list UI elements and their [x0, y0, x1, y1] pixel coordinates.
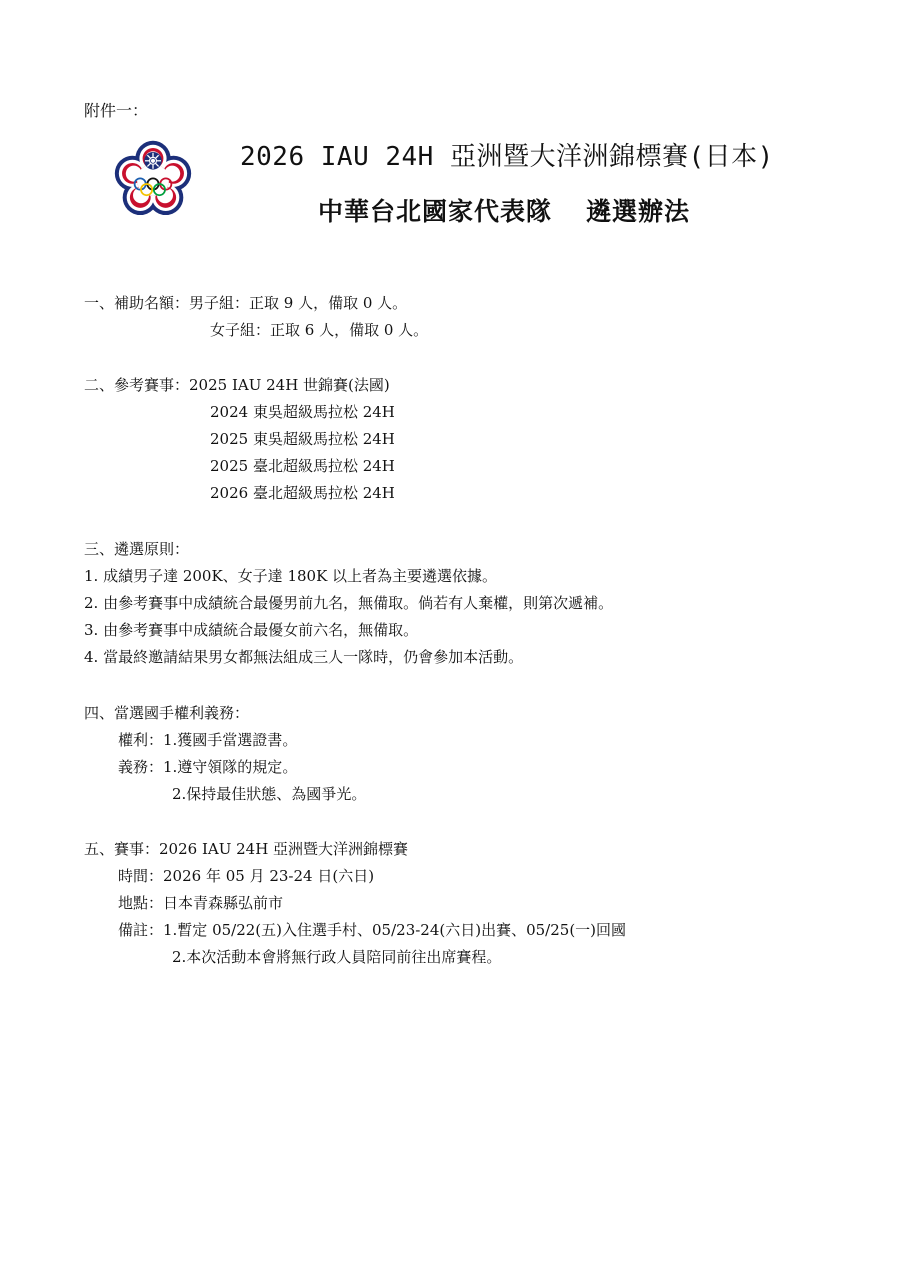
section-1-line-2: 女子組：正取 6 人，備取 0 人。: [210, 321, 429, 339]
chinese-taipei-olympic-emblem: [112, 140, 194, 220]
section-5-event: 五、賽事：2026 IAU 24H 亞洲暨大洋洲錦標賽: [84, 840, 409, 858]
white-sun-icon: [144, 152, 162, 170]
section-2-line-4: 2025 臺北超級馬拉松 24H: [210, 457, 395, 475]
subtitle-method: 遴選辦法: [586, 197, 691, 226]
section-2-line-3: 2025 東吳超級馬拉松 24H: [210, 430, 395, 448]
attachment-label: 附件一：: [84, 101, 149, 120]
section-4-duties: 義務：1.遵守領隊的規定。: [118, 758, 298, 776]
section-1-line-1: 一、補助名額：男子組：正取 9 人，備取 0 人。: [84, 294, 408, 312]
section-5-time: 時間：2026 年 05 月 23-24 日(六日): [118, 867, 375, 885]
section-4-duties-2: 2.保持最佳狀態、為國爭光。: [172, 785, 367, 803]
section-2-line-5: 2026 臺北超級馬拉松 24H: [210, 484, 395, 502]
section-3-item-3: 3. 由參考賽事中成績統合最優女前六名，無備取。: [84, 621, 419, 639]
section-2-line-2: 2024 東吳超級馬拉松 24H: [210, 403, 395, 421]
section-5-notes: 備註：1.暫定 05/22(五)入住選手村、05/23-24(六日)出賽、05/25(一)回國: [118, 921, 627, 939]
section-4-rights: 權利：1.獲國手當選證書。: [118, 731, 298, 749]
section-2-line-1: 二、參考賽事：2025 IAU 24H 世錦賽(法國): [84, 376, 390, 394]
section-3-heading: 三、遴選原則：: [84, 540, 190, 558]
section-5-location: 地點：日本青森縣弘前市: [118, 894, 284, 912]
document-title: 2026 IAU 24H 亞洲暨大洋洲錦標賽(日本): [240, 142, 774, 172]
section-4-heading: 四、當選國手權利義務：: [84, 704, 250, 722]
section-3-item-2: 2. 由參考賽事中成績統合最優男前九名，無備取。倘若有人棄權，則第次遞補。: [84, 594, 614, 612]
section-3-item-4: 4. 當最終邀請結果男女都無法組成三人一隊時，仍會參加本活動。: [84, 648, 524, 666]
section-5-notes-2: 2.本次活動本會將無行政人員陪同前往出席賽程。: [172, 948, 502, 966]
document-subtitle: [318, 192, 690, 228]
subtitle-team: 中華台北國家代表隊: [318, 197, 553, 226]
section-3-item-1: 1. 成績男子達 200K、女子達 180K 以上者為主要遴選依據。: [84, 567, 498, 585]
